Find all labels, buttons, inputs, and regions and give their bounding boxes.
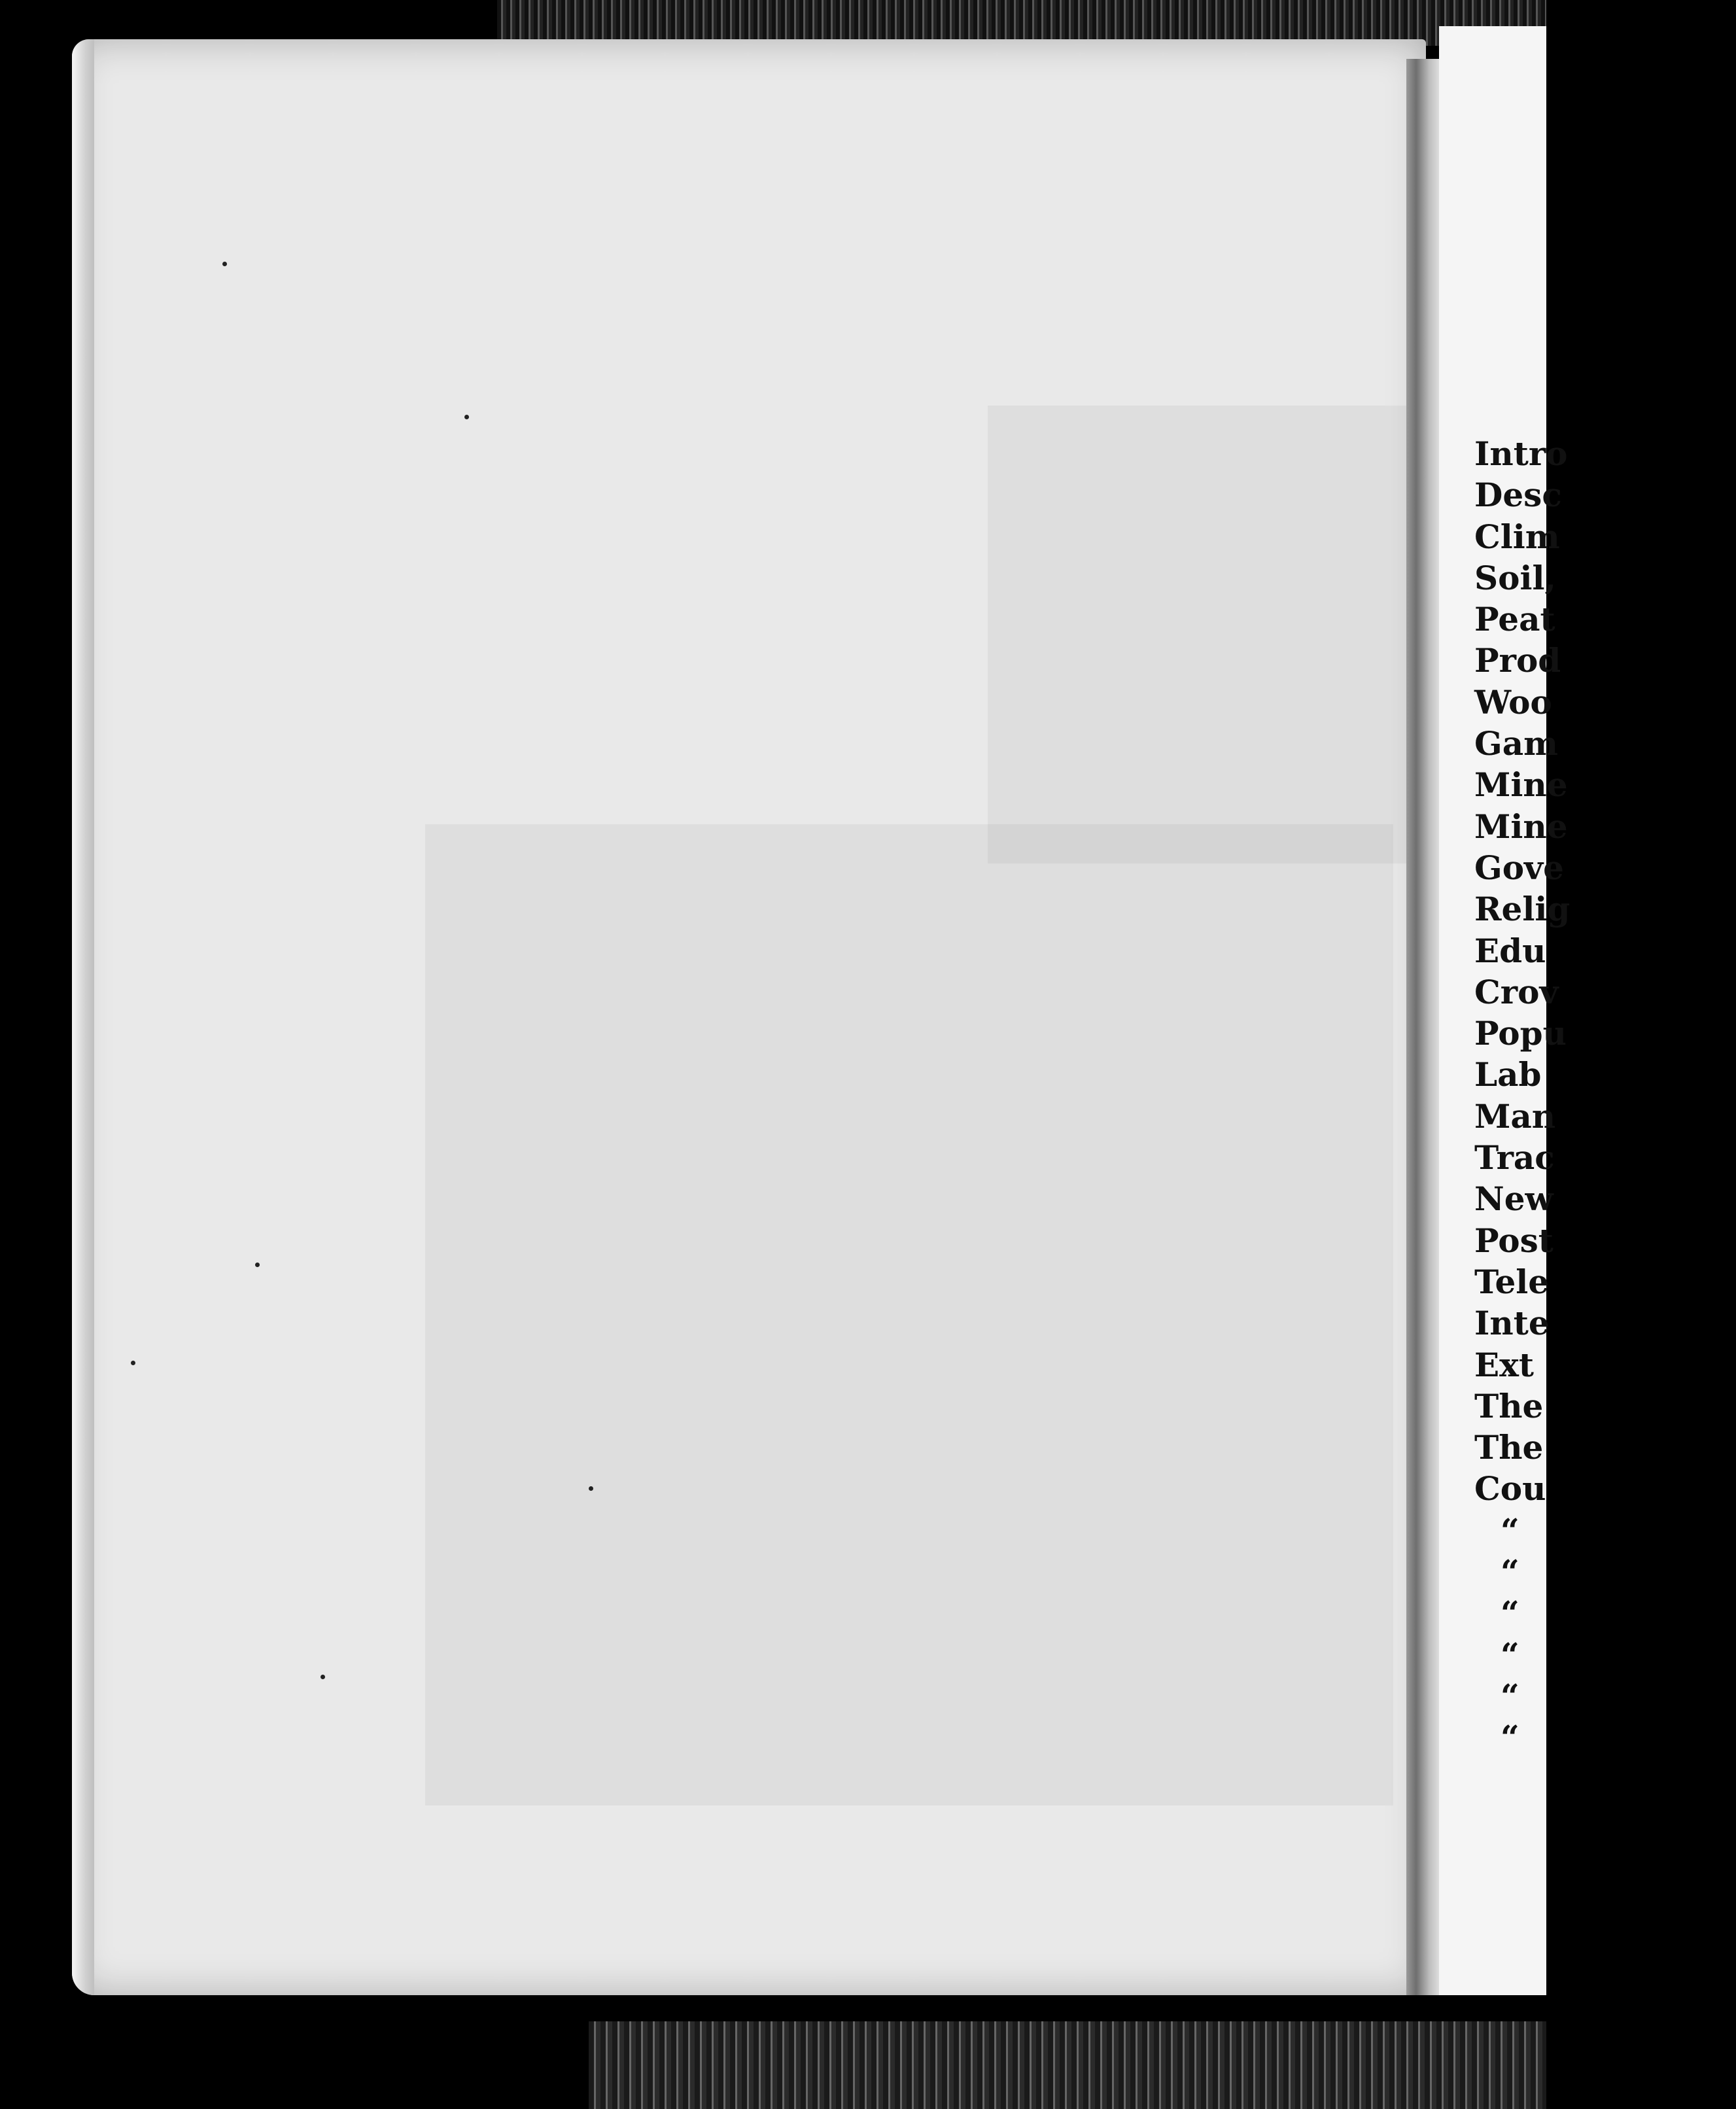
- toc-entry: Soil,: [1474, 558, 1556, 597]
- toc-entry: “: [1501, 1552, 1519, 1592]
- toc-entry: The: [1474, 1428, 1544, 1467]
- paper-speck: [589, 1486, 593, 1491]
- page-fore-edge: [72, 39, 94, 1995]
- toc-entry: Mine: [1474, 765, 1568, 805]
- paper-speck: [131, 1361, 135, 1365]
- toc-entry: Inte: [1474, 1304, 1550, 1343]
- paper-speck: [222, 262, 227, 266]
- toc-entry: Relig: [1474, 890, 1571, 929]
- toc-entry: Man: [1474, 1096, 1556, 1136]
- toc-entry: “: [1501, 1718, 1519, 1757]
- toc-entry: “: [1501, 1676, 1519, 1715]
- toc-entry: Woo: [1474, 682, 1552, 722]
- toc-entry: Popu: [1474, 1014, 1567, 1053]
- toc-entry: Mine: [1474, 807, 1568, 846]
- toc-entry: Crov: [1474, 972, 1559, 1011]
- book-gutter: [1406, 59, 1439, 1995]
- toc-list: [1474, 433, 1736, 1758]
- toc-entry: “: [1501, 1635, 1519, 1674]
- toc-entry: “: [1501, 1510, 1519, 1550]
- paper-speck: [464, 415, 469, 419]
- toc-entry: Prod: [1474, 641, 1561, 680]
- paper-speck: [321, 1675, 325, 1679]
- toc-entry: Post: [1474, 1221, 1554, 1260]
- toc-entry: Intro: [1474, 434, 1568, 473]
- toc-entry: “: [1501, 1594, 1519, 1633]
- toc-entry: New: [1474, 1179, 1554, 1219]
- toc-entry: Lab: [1474, 1055, 1542, 1094]
- table-of-contents-page: [1439, 26, 1571, 1995]
- toc-entry: Cou: [1474, 1469, 1546, 1508]
- toc-entry: Gove: [1474, 848, 1564, 887]
- bleed-through-area: [425, 824, 1393, 1805]
- toc-entry: Desc: [1474, 476, 1562, 515]
- toc-entry: Edu: [1474, 931, 1546, 970]
- bleed-through-area: [988, 406, 1406, 863]
- toc-entry: Tele: [1474, 1262, 1550, 1301]
- toc-entry: Gam: [1474, 724, 1559, 763]
- toc-entry: Clim: [1474, 517, 1560, 556]
- blank-left-page: [72, 39, 1426, 1995]
- scanner-edge-bottom: [589, 2021, 1546, 2109]
- paper-speck: [255, 1263, 260, 1267]
- toc-entry: Trac: [1474, 1138, 1555, 1177]
- toc-entry: The: [1474, 1386, 1544, 1425]
- toc-entry: Ext: [1474, 1345, 1535, 1384]
- toc-entry: Peat: [1474, 600, 1555, 639]
